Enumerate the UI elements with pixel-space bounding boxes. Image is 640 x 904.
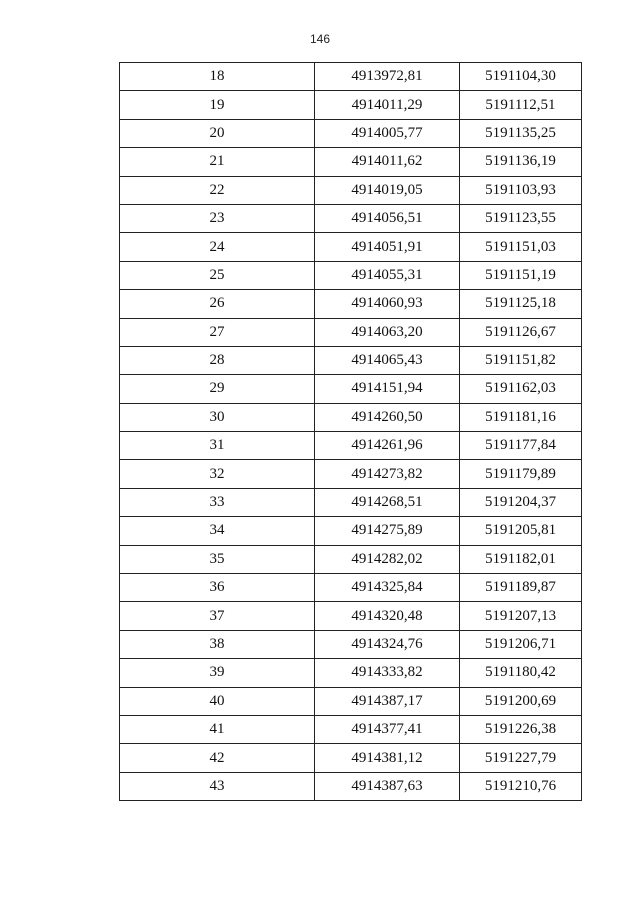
page-number: 146: [309, 32, 331, 46]
x-coordinate-cell: 4914333,82: [315, 659, 460, 687]
y-coordinate-cell: 5191112,51: [460, 91, 582, 119]
table-row: [120, 403, 582, 431]
x-coordinate-cell: 4914063,20: [315, 318, 460, 346]
x-coordinate-cell: 4914056,51: [315, 204, 460, 232]
y-coordinate-cell: 5191206,71: [460, 630, 582, 658]
y-coordinate-cell: 5191204,37: [460, 488, 582, 516]
x-coordinate-cell: 4914282,02: [315, 545, 460, 573]
point-number-cell: 22: [120, 176, 315, 204]
table-row: [120, 290, 582, 318]
table-row: [120, 204, 582, 232]
y-coordinate-cell: 5191182,01: [460, 545, 582, 573]
y-coordinate-cell: 5191205,81: [460, 517, 582, 545]
point-number-cell: 38: [120, 630, 315, 658]
table-row: [120, 148, 582, 176]
y-coordinate-cell: 5191179,89: [460, 460, 582, 488]
x-coordinate-cell: 4914005,77: [315, 119, 460, 147]
point-number-cell: 31: [120, 432, 315, 460]
x-coordinate-cell: 4914055,31: [315, 261, 460, 289]
point-number-cell: 34: [120, 517, 315, 545]
y-coordinate-cell: 5191125,18: [460, 290, 582, 318]
point-number-cell: 40: [120, 687, 315, 715]
point-number-cell: 39: [120, 659, 315, 687]
point-number-cell: 27: [120, 318, 315, 346]
coordinates-table: [119, 62, 582, 801]
x-coordinate-cell: 4914051,91: [315, 233, 460, 261]
coordinates-table-body: [120, 63, 582, 801]
point-number-cell: 32: [120, 460, 315, 488]
y-coordinate-cell: 5191210,76: [460, 772, 582, 800]
table-row: [120, 488, 582, 516]
point-number-cell: 25: [120, 261, 315, 289]
table-row: [120, 119, 582, 147]
table-row: [120, 346, 582, 374]
x-coordinate-cell: 4914060,93: [315, 290, 460, 318]
table-row: [120, 517, 582, 545]
x-coordinate-cell: 4914019,05: [315, 176, 460, 204]
y-coordinate-cell: 5191207,13: [460, 602, 582, 630]
point-number-cell: 20: [120, 119, 315, 147]
table-row: [120, 318, 582, 346]
table-row: [120, 545, 582, 573]
point-number-cell: 35: [120, 545, 315, 573]
x-coordinate-cell: 4914325,84: [315, 574, 460, 602]
y-coordinate-cell: 5191135,25: [460, 119, 582, 147]
table-row: [120, 772, 582, 800]
x-coordinate-cell: 4914151,94: [315, 375, 460, 403]
y-coordinate-cell: 5191126,67: [460, 318, 582, 346]
x-coordinate-cell: 4914387,17: [315, 687, 460, 715]
y-coordinate-cell: 5191189,87: [460, 574, 582, 602]
table-row: [120, 176, 582, 204]
table-row: [120, 687, 582, 715]
y-coordinate-cell: 5191123,55: [460, 204, 582, 232]
y-coordinate-cell: 5191103,93: [460, 176, 582, 204]
point-number-cell: 33: [120, 488, 315, 516]
y-coordinate-cell: 5191181,16: [460, 403, 582, 431]
table-row: [120, 261, 582, 289]
x-coordinate-cell: 4914324,76: [315, 630, 460, 658]
x-coordinate-cell: 4914011,29: [315, 91, 460, 119]
point-number-cell: 26: [120, 290, 315, 318]
point-number-cell: 36: [120, 574, 315, 602]
table-row: [120, 91, 582, 119]
x-coordinate-cell: 4914065,43: [315, 346, 460, 374]
table-row: [120, 63, 582, 91]
table-row: [120, 460, 582, 488]
table-row: [120, 715, 582, 743]
y-coordinate-cell: 5191200,69: [460, 687, 582, 715]
y-coordinate-cell: 5191136,19: [460, 148, 582, 176]
point-number-cell: 43: [120, 772, 315, 800]
x-coordinate-cell: 4914268,51: [315, 488, 460, 516]
table-row: [120, 630, 582, 658]
point-number-cell: 21: [120, 148, 315, 176]
y-coordinate-cell: 5191151,19: [460, 261, 582, 289]
point-number-cell: 28: [120, 346, 315, 374]
x-coordinate-cell: 4914377,41: [315, 715, 460, 743]
y-coordinate-cell: 5191177,84: [460, 432, 582, 460]
point-number-cell: 37: [120, 602, 315, 630]
y-coordinate-cell: 5191162,03: [460, 375, 582, 403]
point-number-cell: 24: [120, 233, 315, 261]
table-row: [120, 659, 582, 687]
y-coordinate-cell: 5191151,03: [460, 233, 582, 261]
point-number-cell: 18: [120, 63, 315, 91]
y-coordinate-cell: 5191180,42: [460, 659, 582, 687]
table-row: [120, 574, 582, 602]
table-row: [120, 744, 582, 772]
point-number-cell: 42: [120, 744, 315, 772]
point-number-cell: 19: [120, 91, 315, 119]
point-number-cell: 30: [120, 403, 315, 431]
point-number-cell: 29: [120, 375, 315, 403]
x-coordinate-cell: 4914273,82: [315, 460, 460, 488]
x-coordinate-cell: 4914261,96: [315, 432, 460, 460]
y-coordinate-cell: 5191104,30: [460, 63, 582, 91]
table-row: [120, 233, 582, 261]
table-row: [120, 432, 582, 460]
y-coordinate-cell: 5191226,38: [460, 715, 582, 743]
x-coordinate-cell: 4914011,62: [315, 148, 460, 176]
x-coordinate-cell: 4913972,81: [315, 63, 460, 91]
point-number-cell: 23: [120, 204, 315, 232]
x-coordinate-cell: 4914320,48: [315, 602, 460, 630]
x-coordinate-cell: 4914260,50: [315, 403, 460, 431]
x-coordinate-cell: 4914381,12: [315, 744, 460, 772]
x-coordinate-cell: 4914275,89: [315, 517, 460, 545]
table-row: [120, 375, 582, 403]
y-coordinate-cell: 5191227,79: [460, 744, 582, 772]
point-number-cell: 41: [120, 715, 315, 743]
table-row: [120, 602, 582, 630]
x-coordinate-cell: 4914387,63: [315, 772, 460, 800]
y-coordinate-cell: 5191151,82: [460, 346, 582, 374]
